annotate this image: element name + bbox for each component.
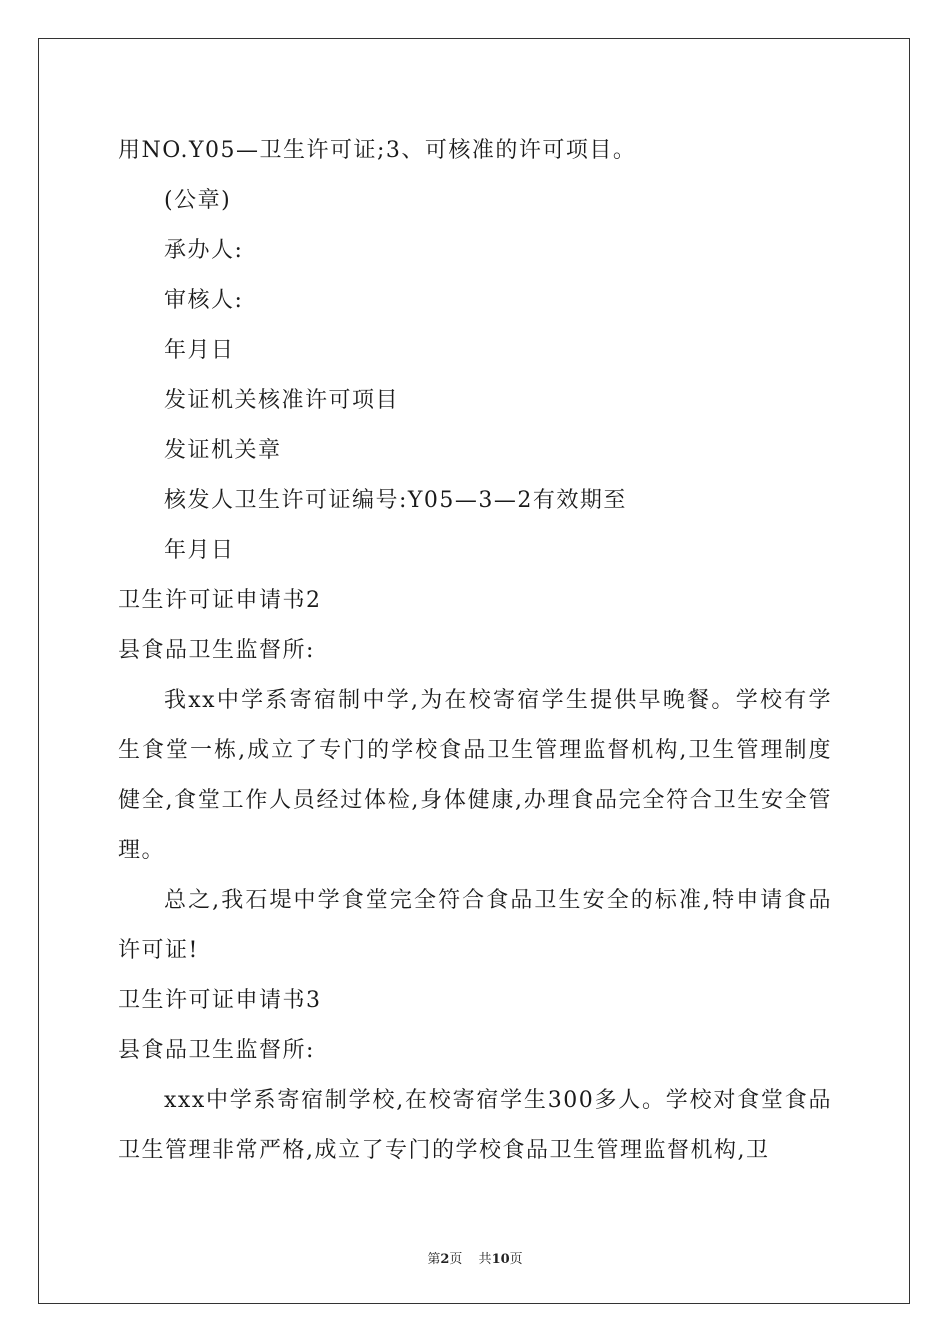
handler-line: 承办人: (164, 238, 244, 263)
approval-line: 发证机关核准许可项目 (164, 388, 400, 413)
addressee-line: 县食品卫生监督所: (118, 638, 315, 663)
document-body (118, 126, 832, 1176)
seal-line: (公章) (164, 188, 232, 213)
reviewer-line: 审核人: (164, 288, 244, 313)
date-line: 年月日 (164, 338, 235, 363)
section-heading: 卫生许可证申请书3 (118, 988, 322, 1013)
section-heading: 卫生许可证申请书2 (118, 588, 322, 613)
license-number-line: 核发人卫生许可证编号:Y05—3—2有效期至 (164, 488, 627, 513)
addressee-line: 县食品卫生监督所: (118, 1038, 315, 1063)
authority-seal-line: 发证机关章 (164, 438, 282, 463)
body-paragraph: xxx中学系寄宿制学校,在校寄宿学生300多人。学校对食堂食品卫生管理非常严格,成立了专门的学校食品卫生管理监督机构,卫 (118, 1088, 832, 1163)
body-paragraph: 我xx中学系寄宿制中学,为在校寄宿学生提供早晚餐。学校有学生食堂一栋,成立了专门的学校食品卫生管理监督机构,卫生管理制度健全,食堂工作人员经过体检,身体健康,办理食品完全符合卫生安全管理。 (118, 688, 832, 863)
date-line-2: 年月日 (164, 538, 235, 563)
total-pages-indicator: 共10页 (478, 1252, 523, 1267)
page-indicator: 第2页 (427, 1252, 463, 1267)
body-paragraph: 总之,我石堤中学食堂完全符合食品卫生安全的标准,特申请食品许可证! (118, 888, 832, 963)
page-footer (0, 1248, 950, 1267)
text-line: 用NO.Y05—卫生许可证;3、可核准的许可项目。 (118, 138, 637, 163)
